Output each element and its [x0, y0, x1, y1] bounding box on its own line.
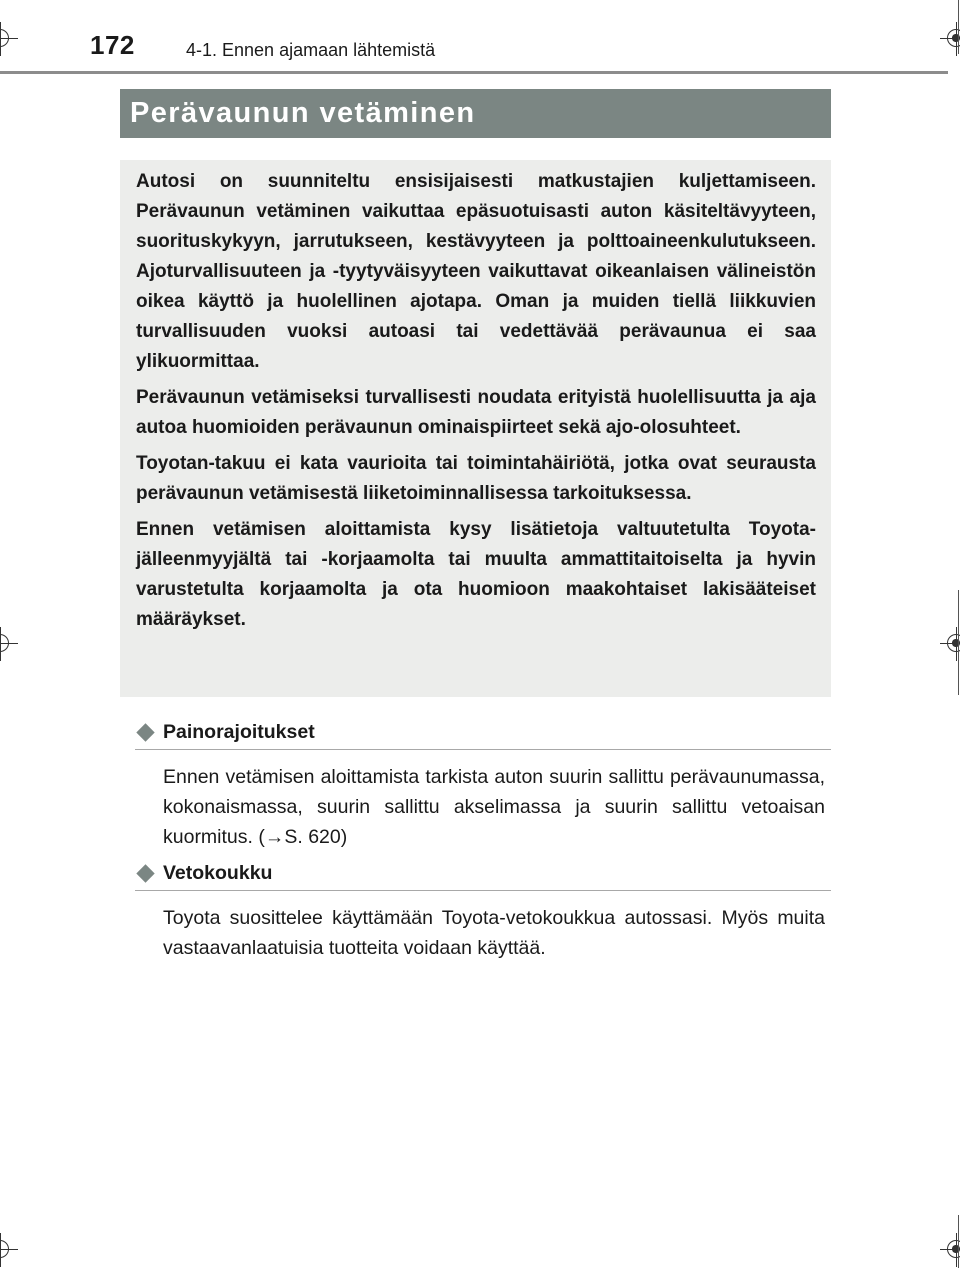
- trim-line: [958, 590, 959, 695]
- trim-line: [958, 1215, 959, 1268]
- crop-mark-icon: [940, 22, 960, 56]
- section-title-bar: [120, 89, 831, 138]
- intro-paragraph: Autosi on suunniteltu ensisijaisesti matkustajien kuljettamiseen. Perävaunun vetäminen vaikuttaa epäsuotuisasti auton käsiteltävyyteen, suorituskykyyn, jarrutukseen, kestävyyteen ja polttoaineenkulutukseen. Ajoturvallisuuteen ja -tyytyväisyyteen vaikuttavat oikeanlaisen välineistön oikea käyttö ja huolellinen ajotapa. Oman ja muiden tiellä liikkuvien turvallisuuden vuoksi autoasi tai vedettävää perävaunua ei saa ylikuormittaa.: [136, 171, 816, 372]
- page-number: 172: [90, 30, 135, 60]
- section-heading-text: Vetokoukku: [163, 861, 273, 884]
- section-tow-hitch: [135, 856, 831, 963]
- section-heading: [135, 856, 831, 891]
- trim-line: [958, 0, 959, 54]
- crop-mark-icon: [0, 627, 18, 661]
- intro-paragraph: Toyotan-takuu ei kata vaurioita tai toimintahäiriötä, jotka ovat seurausta perävaunun vetämisestä liiketoiminnallisessa tarkoituksessa.: [136, 453, 816, 504]
- page-title: Perävaunun vetäminen: [130, 97, 476, 129]
- section-weight-limits: [135, 715, 831, 852]
- intro-paragraph: Ennen vetämisen aloittamista kysy lisätietoja valtuutetulta Toyota-jälleenmyyjältä tai -korjaamolta tai muulta ammattitaitoiselta ja hyvin varustetulta korjaamolta ja ota huomioon maakohtaiset lakisääteiset määräykset.: [136, 519, 816, 630]
- intro-box: [120, 160, 831, 697]
- crop-mark-icon: [0, 22, 18, 56]
- section-heading-text: Painorajoitukset: [163, 720, 315, 743]
- diamond-bullet-icon: [136, 864, 154, 882]
- section-body-text: Ennen vetämisen aloittamista tarkista auton suurin sallittu perävaunumassa, kokonaismassa, suurin sallittu akselimassa ja suurin sallittu vetoaisan kuormitus. (→S. 620): [163, 766, 825, 848]
- crop-mark-icon: [0, 1233, 18, 1267]
- diamond-bullet-icon: [136, 723, 154, 741]
- chapter-heading: 4-1. Ennen ajamaan lähtemistä: [186, 40, 436, 60]
- intro-paragraph: Perävaunun vetämiseksi turvallisesti noudata erityistä huolellisuutta ja aja autoa huomioiden perävaunun ominaispiirteet sekä ajo-olosuhteet.: [136, 387, 816, 438]
- crop-mark-icon: [940, 627, 960, 661]
- header-divider: [0, 71, 948, 74]
- section-body-text: Toyota suosittelee käyttämään Toyota-vetokoukkua autossasi. Myös muita vastaavanlaatuisia tuotteita voidaan käyttää.: [163, 907, 825, 959]
- crop-mark-icon: [940, 1233, 960, 1267]
- section-heading: [135, 715, 831, 750]
